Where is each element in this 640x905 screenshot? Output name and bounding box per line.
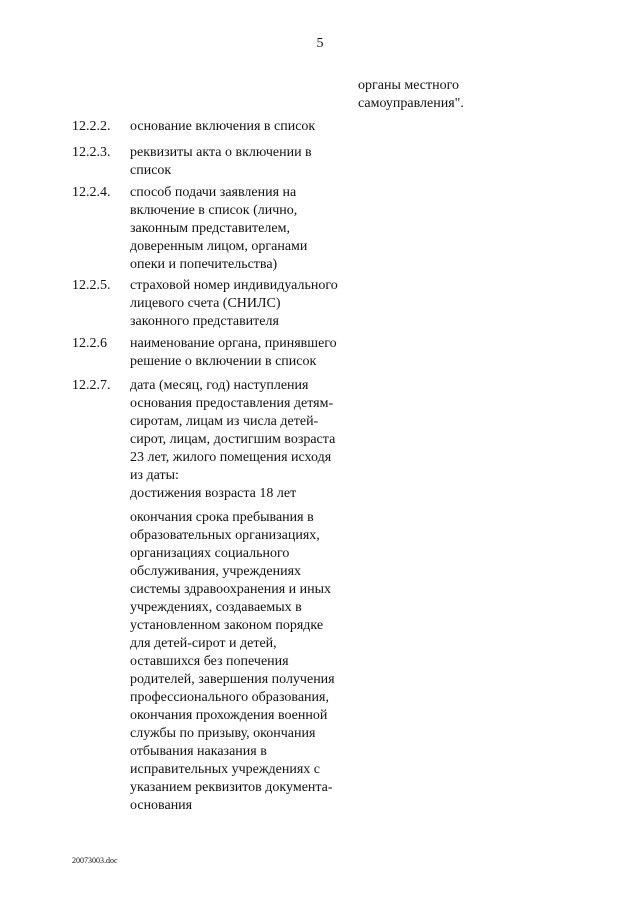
text-line: родителей, завершения получения — [130, 672, 335, 687]
text-line: сиротам, лицам из числа детей- — [130, 414, 319, 429]
text-line: системы здравоохранения и иных — [130, 582, 332, 597]
item-number: 12.2.6 — [72, 336, 107, 351]
sub-paragraph — [130, 509, 365, 815]
item-number: 12.2.2. — [72, 119, 111, 134]
continued-text — [358, 77, 508, 113]
text-line: органы местного — [358, 78, 459, 93]
text-line: опеки и попечительства) — [130, 257, 278, 272]
text-line: организациях социального — [130, 546, 290, 561]
text-line: учреждениях, создаваемых в — [130, 600, 302, 615]
text-line: дата (месяц, год) наступления — [130, 378, 309, 393]
text-line: список — [130, 163, 172, 178]
text-line: реквизиты акта о включении в — [130, 145, 312, 160]
page-number: 5 — [316, 36, 324, 51]
text-line: отбывания наказания в — [130, 744, 267, 759]
text-line: основание включения в список — [130, 119, 316, 134]
text-line: окончания срока пребывания в — [130, 510, 314, 525]
text-line: законного представителя — [130, 314, 279, 329]
item-number: 12.2.5. — [72, 278, 111, 293]
text-line: обслуживания, учреждениях — [130, 564, 302, 579]
sub-paragraph — [130, 485, 365, 503]
item-text — [130, 184, 360, 274]
text-line: страховой номер индивидуального — [130, 278, 338, 293]
text-line: решение о включении в список — [130, 354, 317, 369]
text-line: 23 лет, жилого помещения исходя — [130, 450, 332, 465]
text-line: окончания прохождения военной — [130, 708, 328, 723]
footer-filename: 20073003.doc — [72, 856, 118, 865]
item-text — [130, 118, 360, 136]
text-line: службы по призыву, окончания — [130, 726, 316, 741]
text-line: достижения возраста 18 лет — [130, 486, 297, 501]
text-line: оставшихся без попечения — [130, 654, 289, 669]
text-line: доверенным лицом, органами — [130, 239, 308, 254]
item-number: 12.2.7. — [72, 378, 111, 393]
item-text — [130, 277, 360, 331]
text-line: исправительных учреждениях с — [130, 762, 321, 777]
text-line: основания — [130, 798, 193, 813]
text-line: указанием реквизитов документа- — [130, 780, 333, 795]
text-line: для детей-сирот и детей, — [130, 636, 277, 651]
text-line: из даты: — [130, 468, 179, 483]
text-line: основания предоставления детям- — [130, 396, 334, 411]
text-line: способ подачи заявления на — [130, 185, 297, 200]
text-line: законным представителем, — [130, 221, 290, 236]
item-text — [130, 377, 360, 485]
item-text — [130, 144, 360, 180]
text-line: включение в список (лично, — [130, 203, 298, 218]
text-line: профессионального образования, — [130, 690, 329, 705]
text-line: сирот, лицам, достигшим возраста — [130, 432, 336, 447]
text-line: наименование органа, принявшего — [130, 336, 337, 351]
item-number: 12.2.4. — [72, 185, 111, 200]
item-text — [130, 335, 360, 371]
text-line: образовательных организациях, — [130, 528, 320, 543]
text-line: установленном законом порядке — [130, 618, 324, 633]
text-line: самоуправления". — [358, 96, 464, 111]
item-number: 12.2.3. — [72, 145, 111, 160]
text-line: лицевого счета (СНИЛС) — [130, 296, 281, 311]
